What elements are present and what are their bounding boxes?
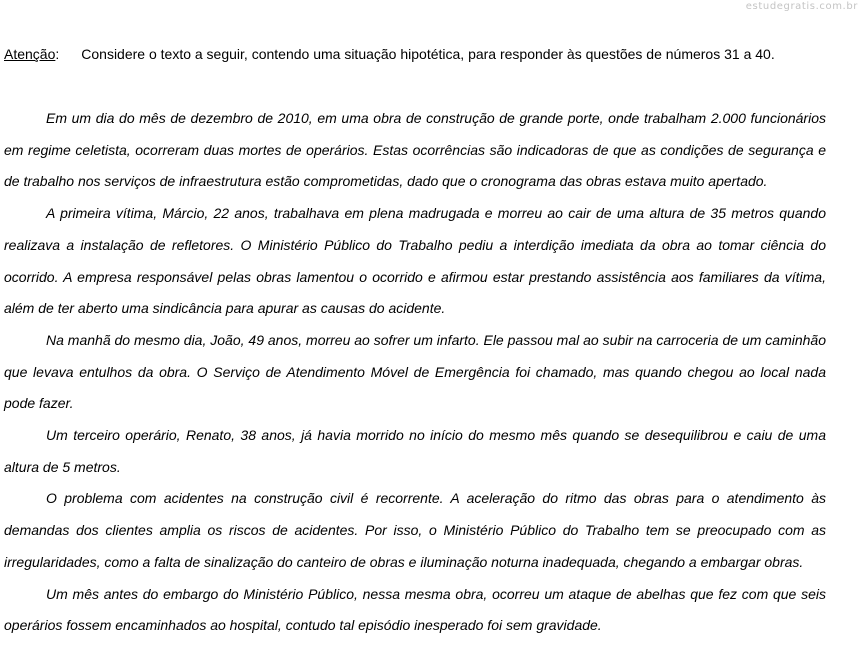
- paragraph-6: Um mês antes do embargo do Ministério Público, nessa mesma obra, ocorreu um ataque de abelhas que fez com que seis operários fossem encaminhados ao hospital, contudo tal episódio inesperado foi sem gravidade.: [4, 585, 826, 634]
- attention-label: Atenção: [4, 46, 56, 62]
- attention-line: [4, 45, 844, 63]
- attention-colon: :: [55, 46, 60, 62]
- paragraph-2: A primeira vítima, Márcio, 22 anos, trabalhava em plena madrugada e morreu ao cair de uma altura de 35 metros quando realizava a instalação de refletores. O Ministério Público do Trabalho pediu a interdição imediata da obra ao tomar ciência do ocorrido. A empresa responsável pelas obras lamentou o ocorrido e afirmou estar prestando assistência aos familiares da vítima, além de ter aberto uma sindicância para apurar as causas do acidente.: [4, 205, 826, 317]
- watermark: estudegratis.com.br: [745, 1, 858, 12]
- paragraph-1: Em um dia do mês de dezembro de 2010, em uma obra de construção de grande porte, onde trabalham 2.000 funcionários em regime celetista, ocorreram duas mortes de operários. Estas ocorrências são indicadoras de que as condições de segurança e de trabalho nos serviços de infraestrutura estão comprometidas, dado que o cronograma das obras estava muito apertado.: [4, 110, 826, 190]
- paragraph-4: Um terceiro operário, Renato, 38 anos, já havia morrido no início do mesmo mês quando se desequilibrou e caiu de uma altura de 5 metros.: [4, 427, 826, 475]
- attention-text: Considere o texto a seguir, contendo uma situação hipotética, para responder às questões de números 31 a 40.: [81, 46, 775, 62]
- passage-text: [4, 103, 826, 642]
- paragraph-5: O problema com acidentes na construção civil é recorrente. A aceleração do ritmo das obras para o atendimento às demandas dos clientes amplia os riscos de acidentes. Por isso, o Ministério Público do Trabalho tem se preocupado com as irregularidades, como a falta de sinalização do canteiro de obras e iluminação noturna inadequada, chegando a embargar obras.: [4, 490, 826, 570]
- paragraph-3: Na manhã do mesmo dia, João, 49 anos, morreu ao sofrer um infarto. Ele passou mal ao subir na carroceria de um caminhão que levava entulhos da obra. O Serviço de Atendimento Móvel de Emergência foi chamado, mas quando chegou ao local nada pode fazer.: [4, 331, 826, 412]
